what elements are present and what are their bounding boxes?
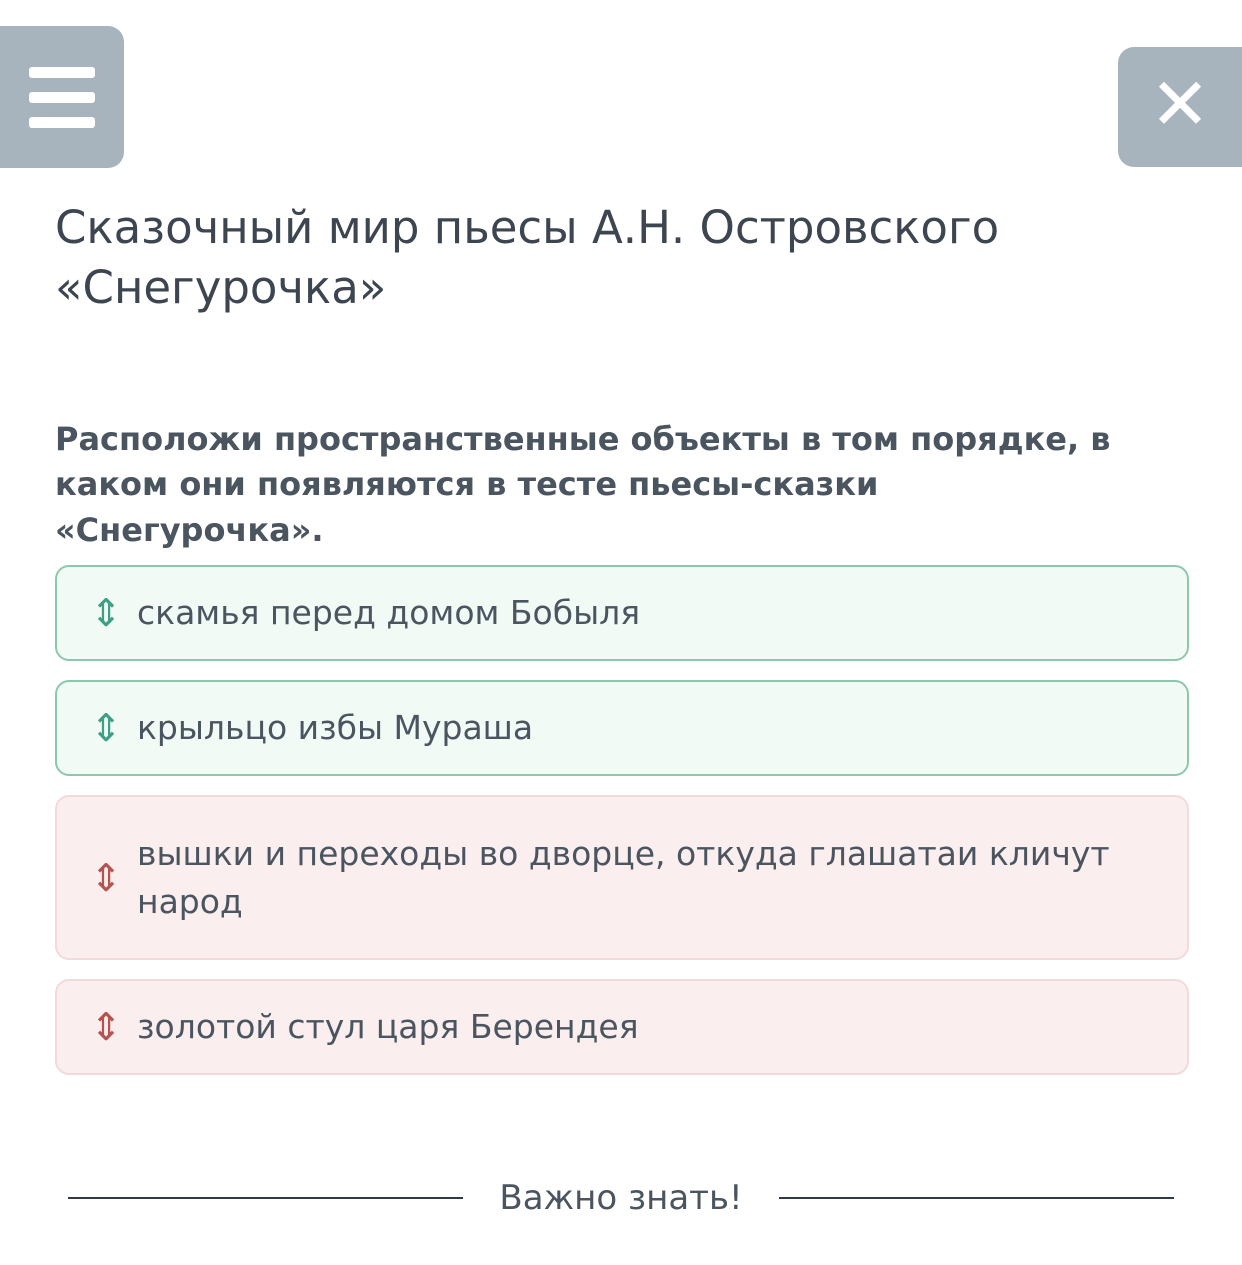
divider-right (779, 1197, 1174, 1199)
list-item[interactable] (55, 795, 1189, 960)
sortable-option-list (55, 565, 1189, 1094)
close-icon: ✕ (1149, 62, 1211, 146)
list-item-label: золотой стул царя Берендея (137, 1007, 639, 1047)
hamburger-menu-icon-bar-2 (29, 92, 95, 103)
list-item[interactable] (55, 565, 1189, 661)
footer-label: Важно знать! (499, 1178, 743, 1218)
footer-divider (0, 1178, 1242, 1218)
menu-button[interactable] (0, 26, 124, 168)
drag-handle-icon[interactable]: ⇕ (90, 855, 122, 900)
close-button[interactable] (1118, 47, 1242, 167)
divider-left (68, 1197, 463, 1199)
page-title: Сказочный мир пьесы А.Н. Островского «Снегурочка» (55, 201, 1000, 314)
list-item-label: крыльцо избы Мураша (137, 708, 534, 748)
drag-handle-icon[interactable]: ⇕ (90, 591, 122, 635)
drag-handle-icon[interactable]: ⇕ (90, 1005, 122, 1049)
list-item[interactable] (55, 979, 1189, 1075)
list-item[interactable] (55, 680, 1189, 776)
list-item-label: вышки и переходы во дворце, откуда глашатаи кличут народ (137, 833, 1110, 921)
drag-handle-icon[interactable]: ⇕ (90, 706, 122, 750)
task-prompt: Расположи пространственные объекты в том порядке, в каком они появляются в тесте пьесы-сказки «Снегурочка». (55, 420, 1111, 549)
hamburger-menu-icon-bar-3 (29, 117, 95, 128)
hamburger-menu-icon (29, 67, 95, 78)
list-item-label: скамья перед домом Бобыля (137, 593, 641, 633)
